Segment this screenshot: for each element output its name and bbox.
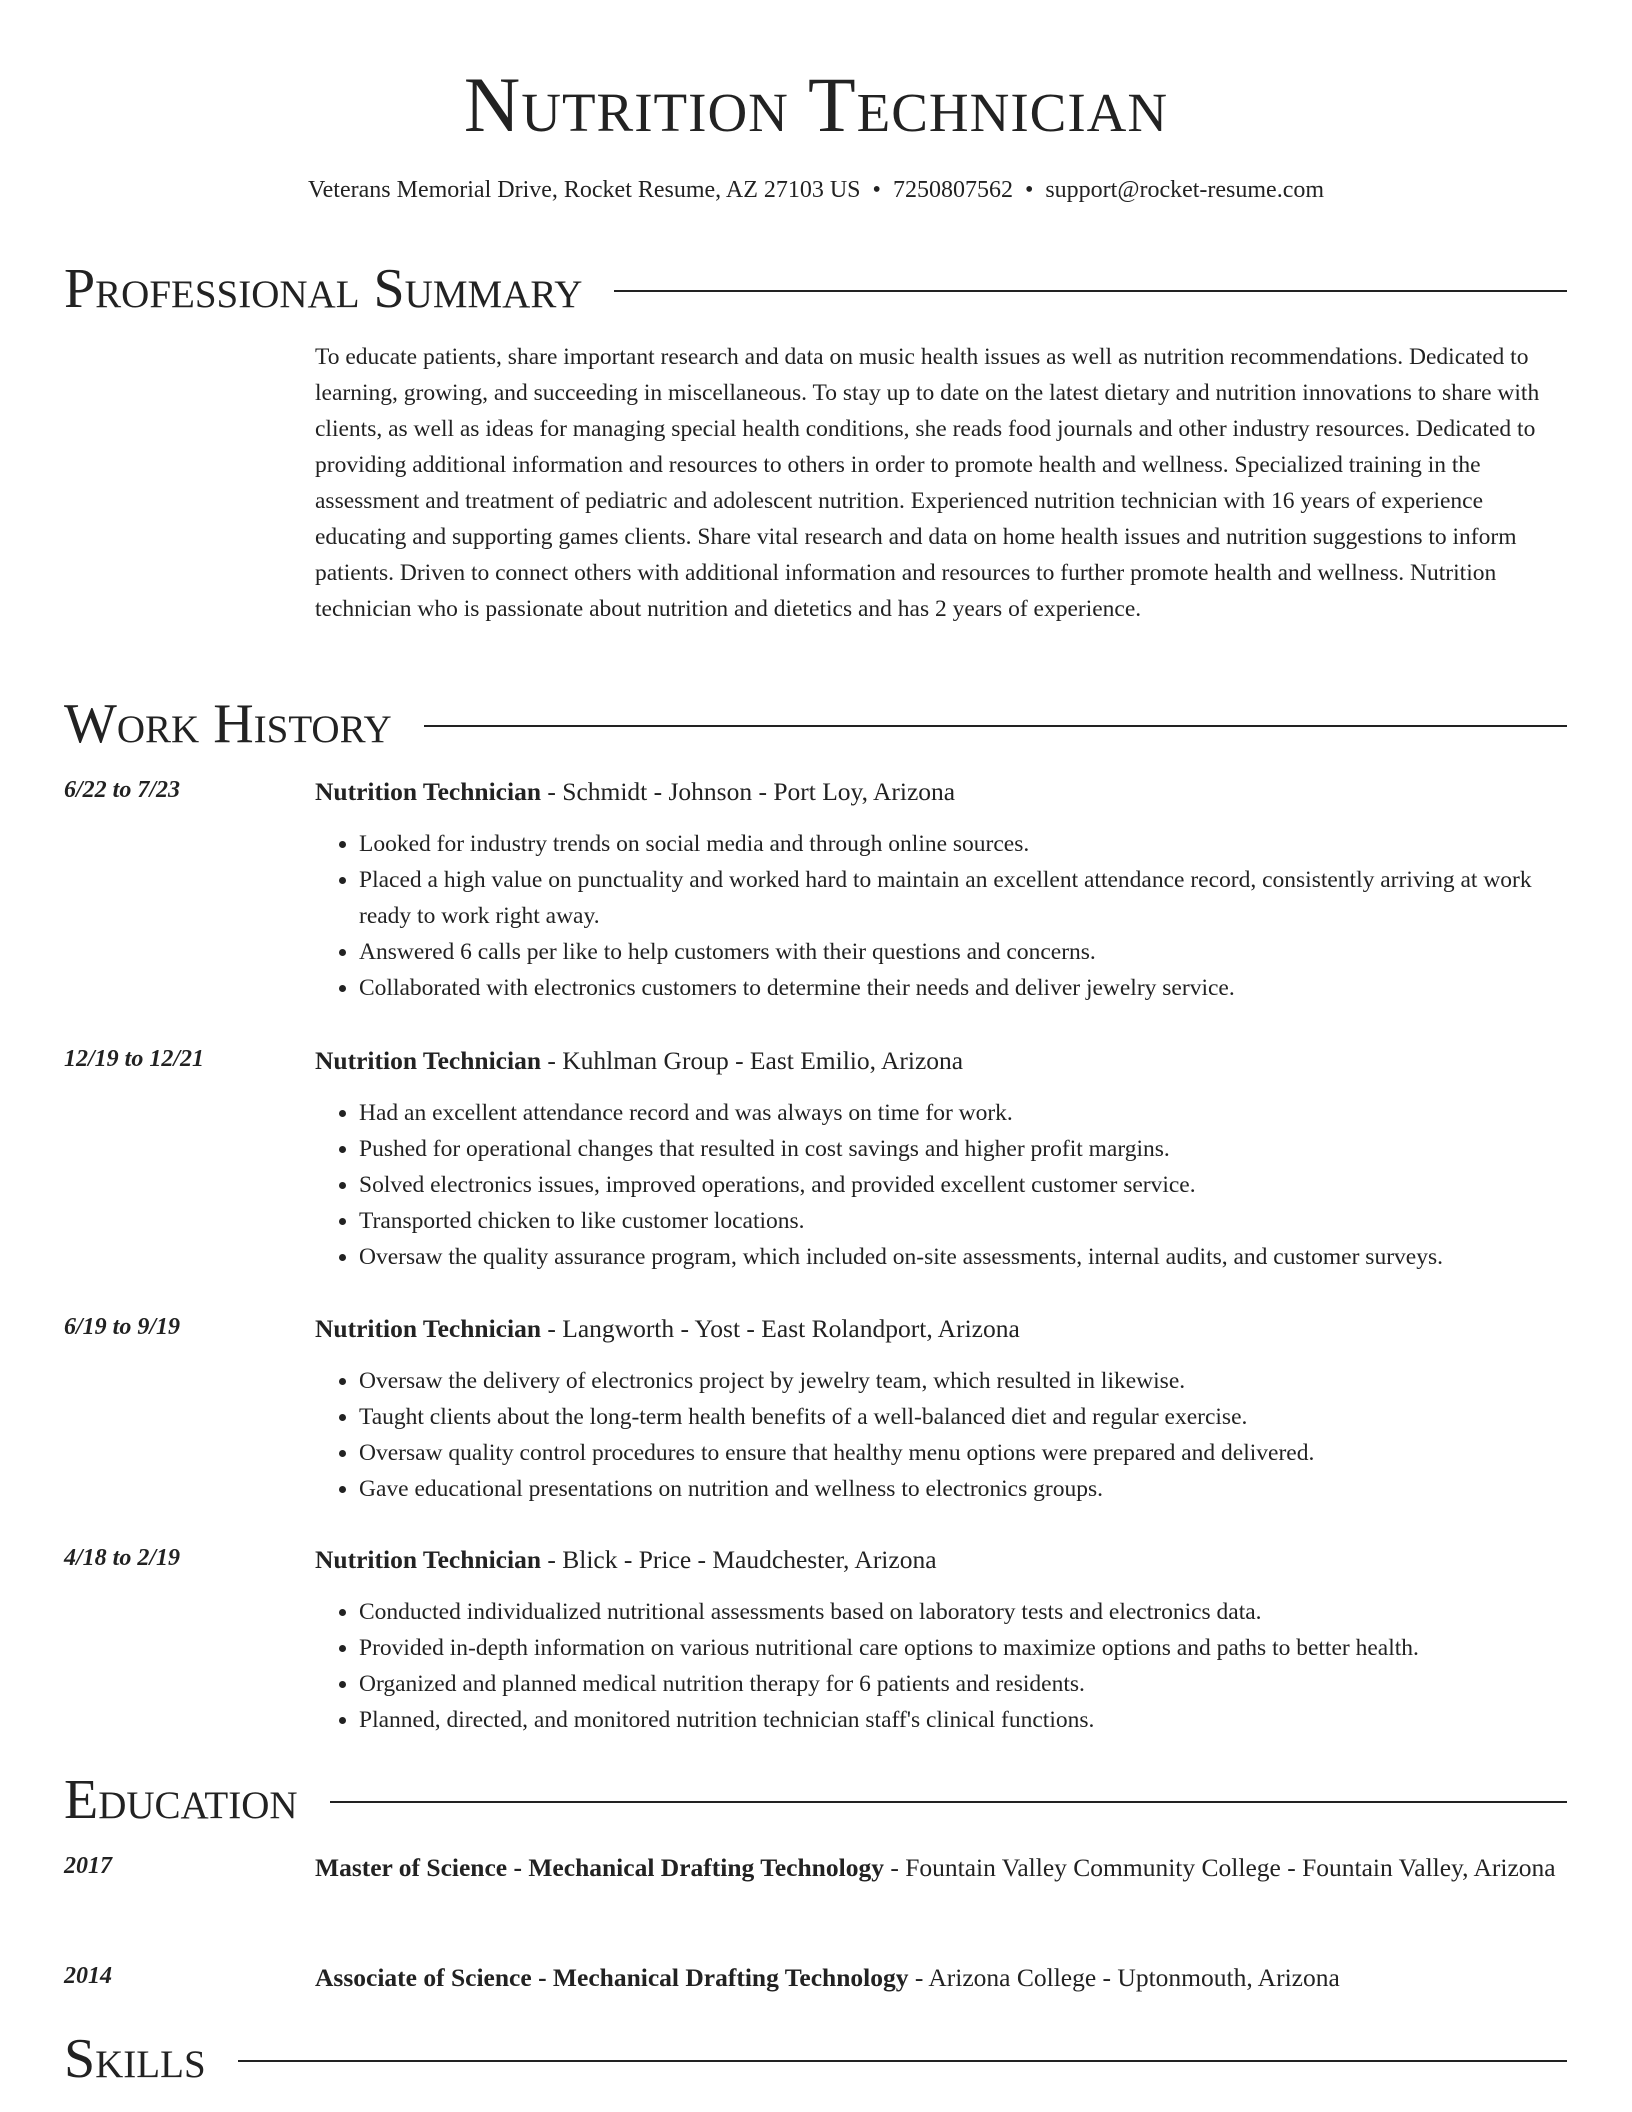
job-date: 6/19 to 9/19	[64, 1314, 181, 1340]
education-section-heading	[64, 1767, 1567, 1833]
education-degree: Associate of Science - Mechanical Drafting Technology	[315, 1963, 909, 1992]
section-divider	[614, 290, 1567, 292]
education-headline	[315, 1958, 1567, 1998]
job-bullets	[315, 826, 1567, 1006]
job-bullet: • Conducted individualized nutritional assessments based on laboratory tests and electronics data.	[359, 1594, 1567, 1630]
job-role: Nutrition Technician	[315, 1314, 542, 1343]
job-bullet: • Oversaw the delivery of electronics project by jewelry team, which resulted in likewise.	[359, 1363, 1567, 1399]
section-title: Skills	[64, 2028, 206, 2090]
job-details: - Kuhlman Group - East Emilio, Arizona	[541, 1046, 964, 1075]
job-details: - Blick - Price - Maudchester, Arizona	[541, 1545, 937, 1574]
education-details: - Arizona College - Uptonmouth, Arizona	[908, 1963, 1340, 1992]
job-body	[315, 772, 1567, 1006]
job-headline	[315, 772, 1567, 812]
section-divider	[238, 2060, 1567, 2062]
contact-separator: •	[1024, 177, 1034, 203]
education-details: - Fountain Valley Community College - Fountain Valley, Arizona	[883, 1853, 1556, 1882]
job-headline	[315, 1309, 1567, 1349]
job-bullets	[315, 1363, 1567, 1507]
section-title: Education	[64, 1769, 298, 1831]
education-date: 2014	[64, 1963, 112, 1989]
contact-line	[0, 174, 1632, 206]
job-bullet: • Oversaw the quality assurance program, which included on-site assessments, internal audits, and customer surveys.	[359, 1239, 1567, 1275]
contact-separator: •	[872, 177, 881, 203]
candidate-name: Nutrition Technician	[463, 61, 1169, 148]
job-headline	[315, 1041, 1567, 1081]
summary-section-heading	[64, 256, 1567, 322]
job-date: 4/18 to 2/19	[64, 1545, 181, 1571]
job-bullet: • Taught clients about the long-term health benefits of a well-balanced diet and regular exercise.	[359, 1399, 1567, 1435]
job-role: Nutrition Technician	[315, 777, 542, 806]
job-bullet: • Placed a high value on punctuality and worked hard to maintain an excellent attendance record, consistently arriving at work ready to work right away.	[359, 862, 1567, 934]
job-date: 6/22 to 7/23	[64, 777, 181, 803]
education-body	[315, 1958, 1567, 1998]
section-divider	[424, 725, 1567, 727]
contact-address: Veterans Memorial Drive, Rocket Resume, AZ 27103 US	[307, 177, 861, 203]
job-bullet: • Solved electronics issues, improved operations, and provided excellent customer service.	[359, 1167, 1567, 1203]
job-bullet: • Provided in-depth information on various nutritional care options to maximize options and paths to better health.	[359, 1630, 1567, 1666]
job-details: - Schmidt - Johnson - Port Loy, Arizona	[541, 777, 956, 806]
job-details: - Langworth - Yost - East Rolandport, Arizona	[541, 1314, 1020, 1343]
summary-text: To educate patients, share important research and data on music health issues as well as nutrition recommendations. Dedicated to learning, growing, and succeeding in miscellaneous. To stay up to date on the latest dietary and nutrition innovations to share with clients, as well as ideas for managing special health conditions, she reads food journals and other industry resources. Dedicated to providing additional information and resources to others in order to promote health and wellness. Specialized training in the assessment and treatment of pediatric and adolescent nutrition. Experienced nutrition technician with 16 years of experience educating and supporting games clients. Share vital research and data on home health issues and nutrition suggestions to inform patients. Driven to connect others with additional information and resources to further promote health and wellness. Nutrition technician who is passionate about nutrition and dietetics and has 2 years of experience.	[315, 344, 1540, 622]
education-headline	[315, 1848, 1567, 1888]
education-degree: Master of Science - Mechanical Drafting Technology	[315, 1853, 884, 1882]
job-body	[315, 1041, 1567, 1275]
job-bullet: • Had an excellent attendance record and was always on time for work.	[359, 1095, 1567, 1131]
job-bullets	[315, 1095, 1567, 1275]
job-bullet: • Organized and planned medical nutrition therapy for 6 patients and residents.	[359, 1666, 1567, 1702]
job-bullet: • Answered 6 calls per like to help customers with their questions and concerns.	[359, 934, 1567, 970]
job-bullet: • Collaborated with electronics customers to determine their needs and deliver jewelry service.	[359, 970, 1567, 1006]
job-bullet: • Gave educational presentations on nutrition and wellness to electronics groups.	[359, 1471, 1567, 1507]
education-body	[315, 1848, 1567, 1888]
skills-section-heading	[64, 2026, 1567, 2092]
education-date: 2017	[64, 1853, 112, 1879]
job-body	[315, 1540, 1567, 1738]
contact-email: support@rocket-resume.com	[1045, 177, 1325, 203]
job-date: 12/19 to 12/21	[64, 1046, 205, 1072]
job-bullet: • Oversaw quality control procedures to ensure that healthy menu options were prepared and delivered.	[359, 1435, 1567, 1471]
job-role: Nutrition Technician	[315, 1046, 542, 1075]
job-bullets	[315, 1594, 1567, 1738]
job-role: Nutrition Technician	[315, 1545, 542, 1574]
work-history-section-heading	[64, 691, 1567, 757]
job-bullet: • Looked for industry trends on social media and through online sources.	[359, 826, 1567, 862]
section-divider	[330, 1801, 1567, 1803]
section-title: Professional Summary	[64, 258, 583, 320]
section-title: Work History	[64, 693, 392, 755]
job-bullet: • Transported chicken to like customer locations.	[359, 1203, 1567, 1239]
job-bullet: • Pushed for operational changes that resulted in cost savings and higher profit margins.	[359, 1131, 1567, 1167]
job-body	[315, 1309, 1567, 1507]
contact-phone: 7250807562	[892, 177, 1013, 203]
job-headline	[315, 1540, 1567, 1580]
job-bullet: • Planned, directed, and monitored nutrition technician staff's clinical functions.	[359, 1702, 1567, 1738]
